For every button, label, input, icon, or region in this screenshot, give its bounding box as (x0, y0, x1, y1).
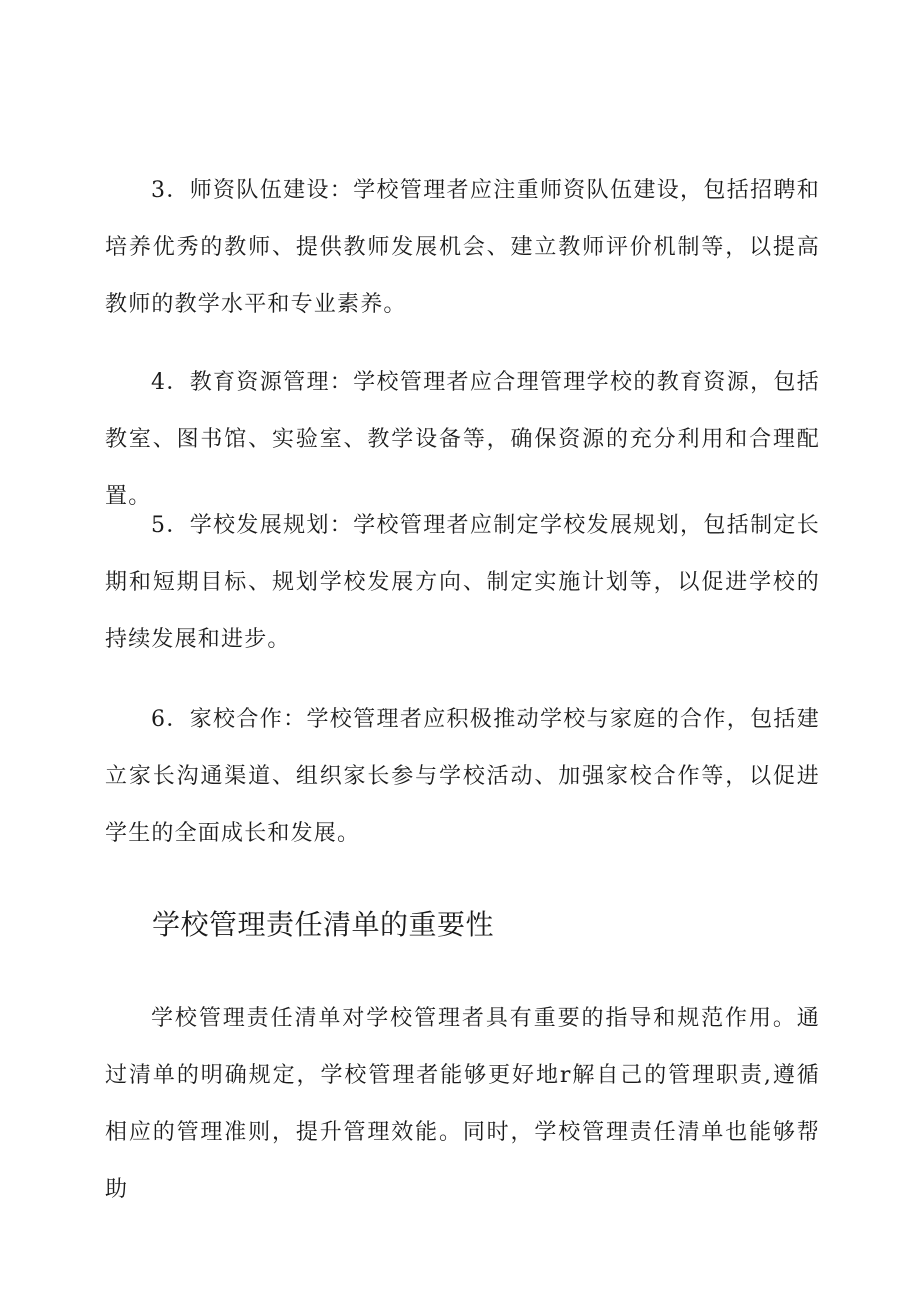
section-heading: 学校管理责任清单的重要性 (152, 908, 495, 941)
section-paragraph: 学校管理责任清单对学校管理者具有重要的指导和规范作用。通过清单的明确规定，学校管理者能够更好地r解自己的管理职责,遵循相应的管理准则，提升管理效能。同时，学校管理责任清单也能够帮助 (105, 1006, 820, 1202)
list-item-home-school-cooperation: 6．家校合作：学校管理者应积极推动学校与家庭的合作，包括建立家长沟通渠道、组织家长参与学校活动、加强家校合作等，以促进学生的全面成长和发展。 (105, 707, 820, 846)
list-item-development-plan: 5．学校发展规划：学校管理者应制定学校发展规划，包括制定长期和短期目标、规划学校发展方向、制定实施计划等，以促进学校的持续发展和进步。 (105, 513, 820, 652)
list-item-teacher-team: 3．师资队伍建设：学校管理者应注重师资队伍建设，包括招聘和培养优秀的教师、提供教师发展机会、建立教师评价机制等，以提高教师的教学水平和专业素养。 (105, 178, 820, 317)
list-item-education-resources: 4．教育资源管理：学校管理者应合理管理学校的教育资源，包括教室、图书馆、实验室、教学设备等，确保资源的充分利用和合理配置。 (105, 370, 820, 509)
